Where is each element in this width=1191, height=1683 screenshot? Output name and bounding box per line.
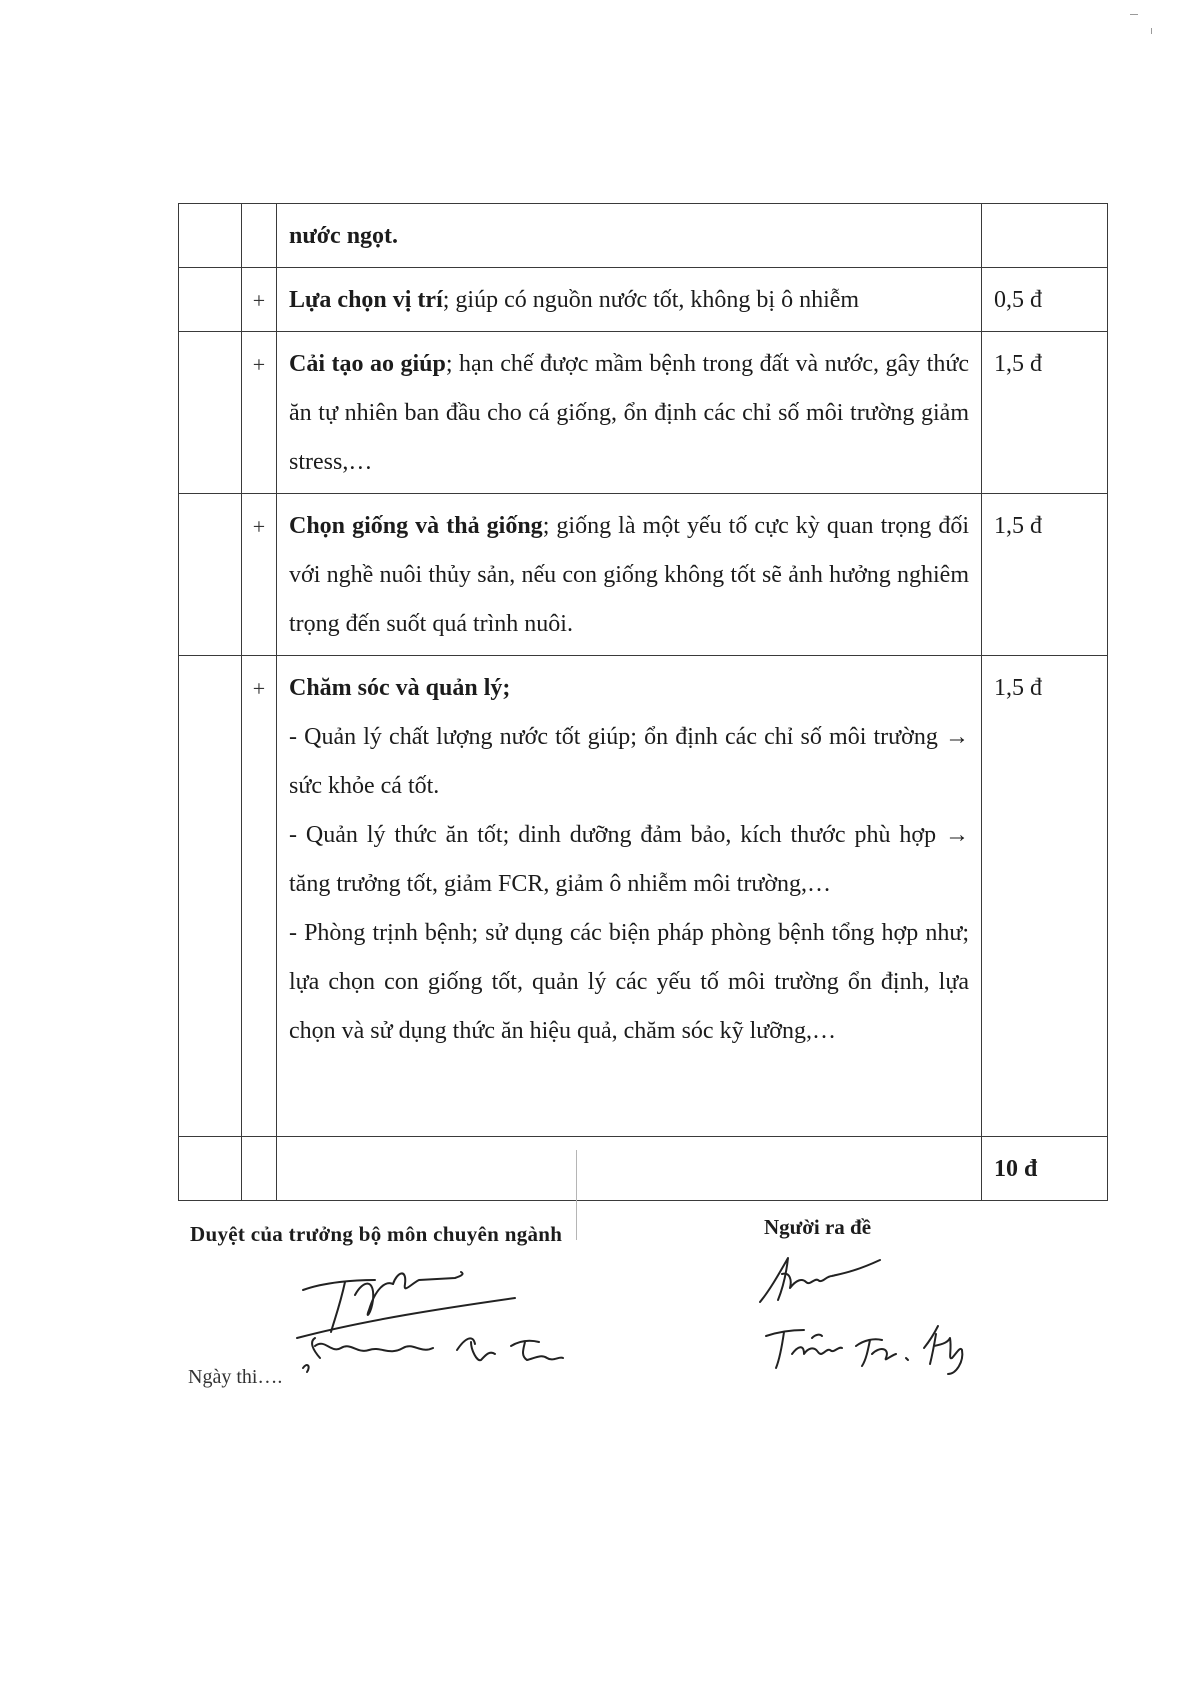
body-text: ; giúp có nguồn nước tốt, không bị ô nhiễm bbox=[442, 287, 860, 313]
table-row bbox=[179, 268, 1108, 332]
total-score-cell: 10 đ bbox=[982, 1137, 1108, 1201]
table-row bbox=[179, 332, 1108, 494]
approval-title: Duyệt của trưởng bộ môn chuyên ngành bbox=[190, 1222, 563, 1246]
index-cell bbox=[179, 332, 242, 494]
index-cell bbox=[179, 268, 242, 332]
marker-cell bbox=[242, 494, 277, 656]
score-cell: 1,5 đ bbox=[982, 494, 1108, 656]
fold-line bbox=[576, 1150, 577, 1240]
bold-heading: Cải tạo ao giúp bbox=[289, 351, 446, 377]
content-cell bbox=[277, 204, 982, 268]
table-row bbox=[179, 204, 1108, 268]
author-title: Người ra đề bbox=[764, 1215, 872, 1239]
body-text: ; giống là một yếu tố cực kỳ quan trọng đối với nghề nuôi thủy sản, nếu con giống không tốt sẽ ảnh hưởng nghiêm trọng đến suốt quá trình nuôi. bbox=[289, 513, 969, 637]
bold-heading: Chăm sóc và quản lý; bbox=[289, 675, 511, 701]
bold-heading: Chọn giống và thả giống bbox=[289, 513, 543, 539]
marker-cell bbox=[242, 1137, 277, 1201]
scan-mark bbox=[1151, 28, 1152, 34]
plus-marker: + bbox=[252, 514, 266, 539]
index-cell bbox=[179, 1137, 242, 1201]
content-cell bbox=[277, 656, 982, 1137]
score-cell: 1,5 đ bbox=[982, 332, 1108, 494]
scan-mark bbox=[1130, 14, 1138, 15]
content-cell bbox=[277, 494, 982, 656]
marker-cell bbox=[242, 332, 277, 494]
approver-signature bbox=[285, 1250, 585, 1380]
marker-cell bbox=[242, 204, 277, 268]
content-cell bbox=[277, 1137, 982, 1201]
bold-heading: Lựa chọn vị trí bbox=[289, 287, 443, 313]
score-cell: 0,5 đ bbox=[982, 268, 1108, 332]
bold-heading: nước ngọt. bbox=[289, 223, 399, 249]
marker-cell bbox=[242, 268, 277, 332]
bullet-paragraph: - Quản lý chất lượng nước tốt giúp; ổn định các chỉ số môi trường → sức khỏe cá tốt. bbox=[289, 724, 969, 799]
bullet-paragraph: - Phòng trịnh bệnh; sử dụng các biện pháp phòng bệnh tổng hợp như; lựa chọn con giống tốt, quản lý các yếu tố môi trường ổn định, lựa chọn và sử dụng thức ăn hiệu quả, chăm sóc kỹ lưỡng,… bbox=[289, 920, 969, 1044]
body-text: ; hạn chế được mầm bệnh trong đất và nước, gây thức ăn tự nhiên ban đầu cho cá giống, ổn định các chỉ số môi trường giảm stress,… bbox=[289, 351, 969, 475]
content-cell bbox=[277, 332, 982, 494]
plus-marker: + bbox=[252, 352, 266, 377]
index-cell bbox=[179, 656, 242, 1137]
index-cell bbox=[179, 494, 242, 656]
content-cell bbox=[277, 268, 982, 332]
plus-marker: + bbox=[252, 288, 266, 313]
grading-table bbox=[178, 203, 1108, 1201]
score-cell: 1,5 đ bbox=[982, 656, 1108, 1137]
plus-marker bbox=[242, 204, 276, 212]
table-row bbox=[179, 494, 1108, 656]
index-cell bbox=[179, 204, 242, 268]
plus-marker: + bbox=[252, 676, 266, 701]
bullet-paragraph: - Quản lý thức ăn tốt; dinh dưỡng đảm bảo, kích thước phù hợp → tăng trưởng tốt, giảm FCR, giảm ô nhiễm môi trường,… bbox=[289, 822, 969, 897]
exam-date-label: Ngày thi…. bbox=[188, 1366, 283, 1388]
table-row bbox=[179, 656, 1108, 1137]
author-signature bbox=[756, 1250, 996, 1380]
marker-cell bbox=[242, 656, 277, 1137]
table-row-total bbox=[179, 1137, 1108, 1201]
score-cell bbox=[982, 204, 1108, 268]
